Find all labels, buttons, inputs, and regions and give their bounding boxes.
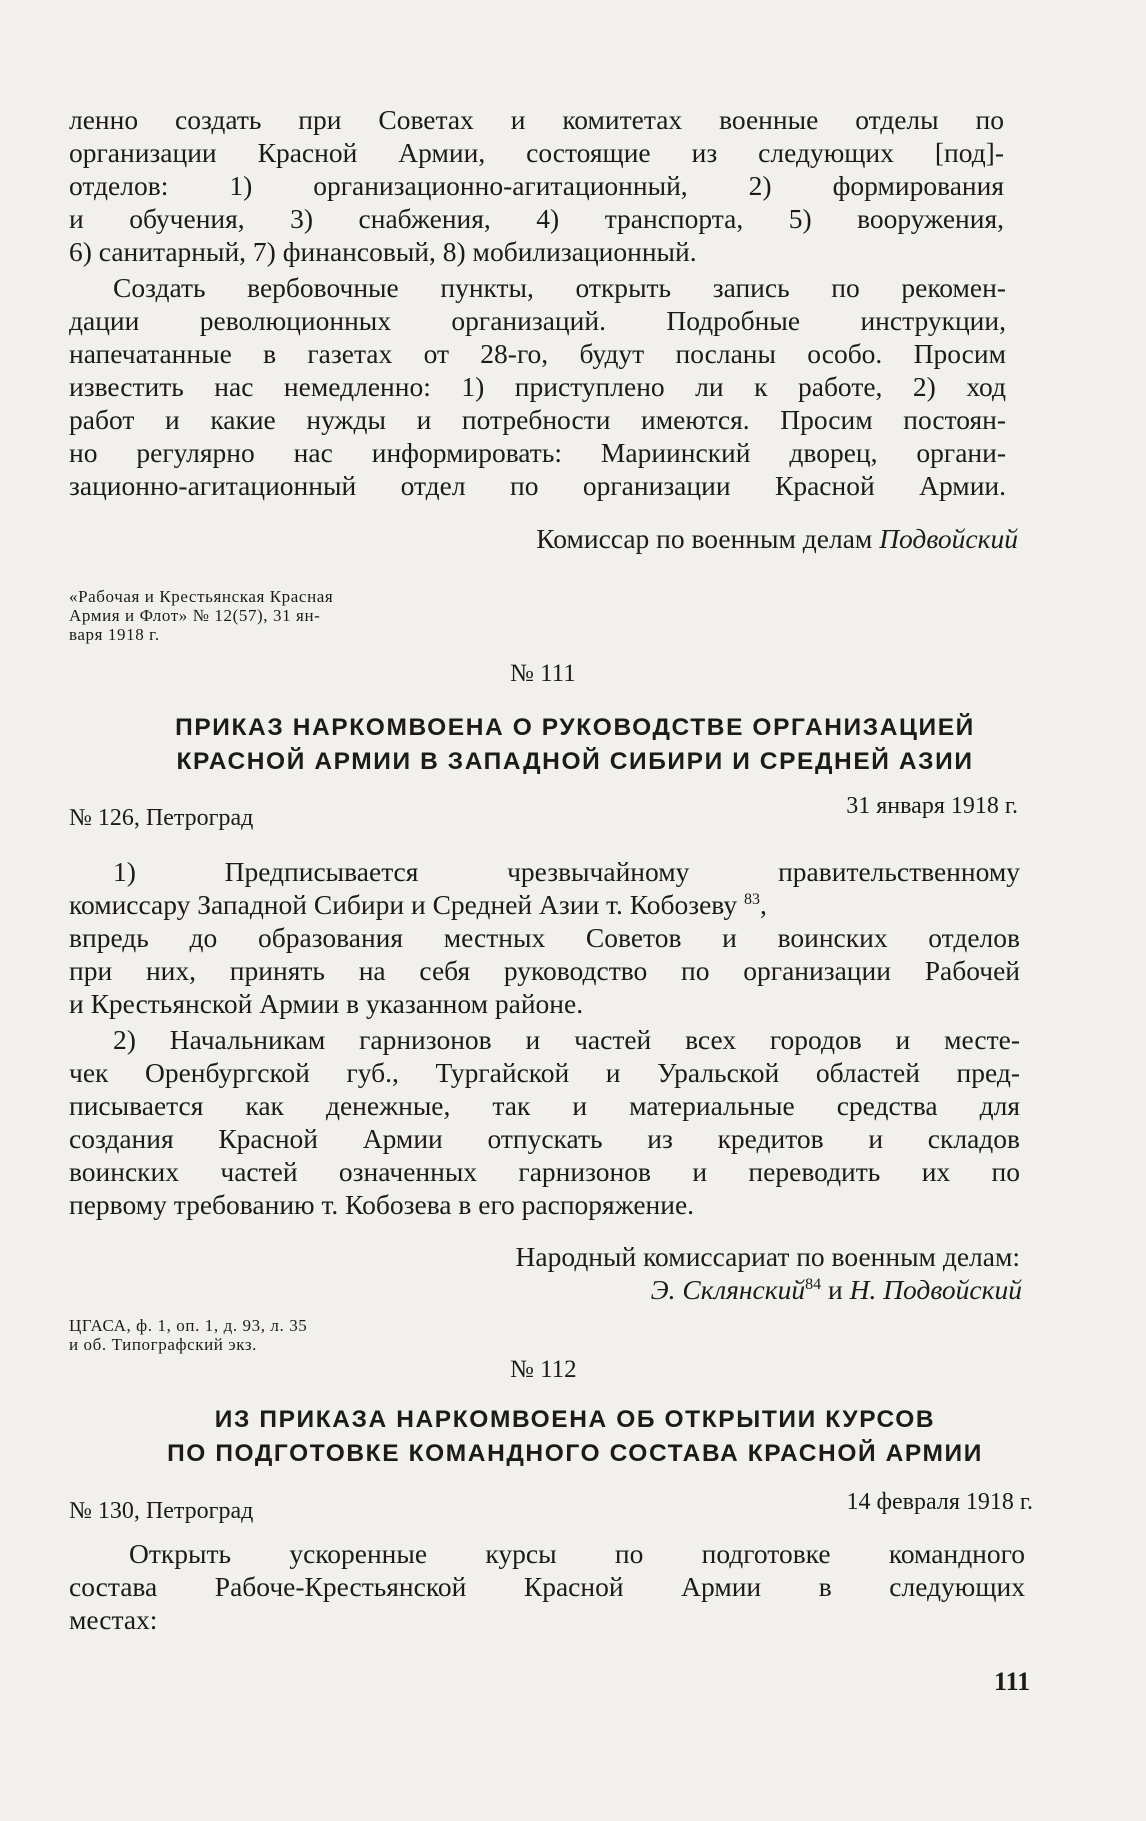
text-line: Создать вербовочные пункты, открыть запись по рекомен- xyxy=(113,272,1006,303)
page-number: 111 xyxy=(994,1667,1031,1696)
source-line: и об. Типографский экз. xyxy=(69,1335,258,1354)
text-line: и Крестьянской Армии в указанном районе. xyxy=(69,988,584,1019)
signer-name: Н. Подвойский xyxy=(849,1274,1022,1305)
signature-role: Комиссар по военным делам xyxy=(536,523,873,554)
conjunction: и xyxy=(827,1274,843,1305)
text-line: чек Оренбургской губ., Тургайской и Уральской областей пред- xyxy=(69,1057,1020,1088)
text-line: известить нас немедленно: 1) приступлено ли к работе, 2) ход xyxy=(69,371,1006,402)
text-line: воинских частей означенных гарнизонов и переводить их по xyxy=(69,1156,1020,1187)
text-line: работ и какие нужды и потребности имеются. Просим постоян- xyxy=(69,404,1006,435)
order-date: 31 января 1918 г. xyxy=(846,793,1018,819)
document-title: ПРИКАЗ НАРКОМВОЕНА О РУКОВОДСТВЕ ОРГАНИЗАЦИЕЙ xyxy=(175,714,975,741)
signer-name: Э. Склянский xyxy=(650,1274,806,1305)
text-line: впредь до образования местных Советов и воинских отделов xyxy=(69,922,1020,953)
text-line-with-footnote xyxy=(69,889,767,921)
text-line: зационно-агитационный отдел по организации Красной Армии. xyxy=(69,470,1006,501)
document-title: ИЗ ПРИКАЗА НАРКОМВОЕНА ОБ ОТКРЫТИИ КУРСОВ xyxy=(214,1406,936,1433)
signature-name: Подвойский xyxy=(879,523,1018,554)
footnote-ref: 83 xyxy=(743,890,760,908)
signature-names xyxy=(651,1274,1022,1306)
order-date: 14 февраля 1918 г. xyxy=(846,1489,1033,1515)
source-line: ЦГАСА, ф. 1, оп. 1, д. 93, л. 35 xyxy=(69,1316,308,1335)
document-number: № 111 xyxy=(510,660,576,687)
footnote-ref: 84 xyxy=(805,1275,822,1293)
text-line: отделов: 1) организационно-агитационный, 2) формирования xyxy=(69,170,1004,201)
text-line: при них, принять на себя руководство по организации Рабочей xyxy=(69,955,1020,986)
text-fragment: комиссару Западной Сибири и Средней Азии т. Кобозеву xyxy=(69,889,738,920)
document-title: ПО ПОДГОТОВКЕ КОМАНДНОГО СОСТАВА КРАСНОЙ АРМИИ xyxy=(167,1440,983,1467)
text-line: но регулярно нас информировать: Мариинский дворец, органи- xyxy=(69,437,1006,468)
text-line: организации Красной Армии, состоящие из следующих [под]- xyxy=(69,137,1004,168)
source-line: «Рабочая и Крестьянская Красная xyxy=(69,587,334,606)
text-line: первому требованию т. Кобозева в его распоряжение. xyxy=(69,1189,695,1220)
document-title: КРАСНОЙ АРМИИ В ЗАПАДНОЙ СИБИРИ И СРЕДНЕЙ АЗИИ xyxy=(176,748,974,775)
text-line: состава Рабоче-Крестьянской Красной Армии в следующих xyxy=(69,1571,1025,1602)
text-line: 6) санитарный, 7) финансовый, 8) мобилизационный. xyxy=(69,236,697,267)
text-line: 1) Предписывается чрезвычайному правительственному xyxy=(113,856,1020,887)
text-line: местах: xyxy=(69,1604,158,1635)
order-reference: № 126, Петроград xyxy=(69,805,254,831)
text-fragment: , xyxy=(759,889,767,920)
text-line: 2) Начальникам гарнизонов и частей всех городов и месте- xyxy=(113,1024,1020,1055)
text-line: Открыть ускоренные курсы по подготовке командного xyxy=(129,1538,1025,1569)
order-reference: № 130, Петроград xyxy=(69,1498,254,1524)
source-line: варя 1918 г. xyxy=(69,625,160,644)
text-line: напечатанные в газетах от 28-го, будут посланы особо. Просим xyxy=(69,338,1006,369)
document-number: № 112 xyxy=(510,1356,577,1383)
text-line: ленно создать при Советах и комитетах военные отделы по xyxy=(69,104,1004,135)
source-line: Армия и Флот» № 12(57), 31 ян- xyxy=(69,606,321,625)
text-line: писывается как денежные, так и материальные средства для xyxy=(69,1090,1020,1121)
text-line: создания Красной Армии отпускать из кредитов и складов xyxy=(69,1123,1020,1154)
signature-organization: Народный комиссариат по военным делам: xyxy=(515,1241,1020,1272)
text-line: и обучения, 3) снабжения, 4) транспорта, 5) вооружения, xyxy=(69,203,1004,234)
signature xyxy=(536,523,1018,555)
text-line: дации революционных организаций. Подробные инструкции, xyxy=(69,305,1006,336)
